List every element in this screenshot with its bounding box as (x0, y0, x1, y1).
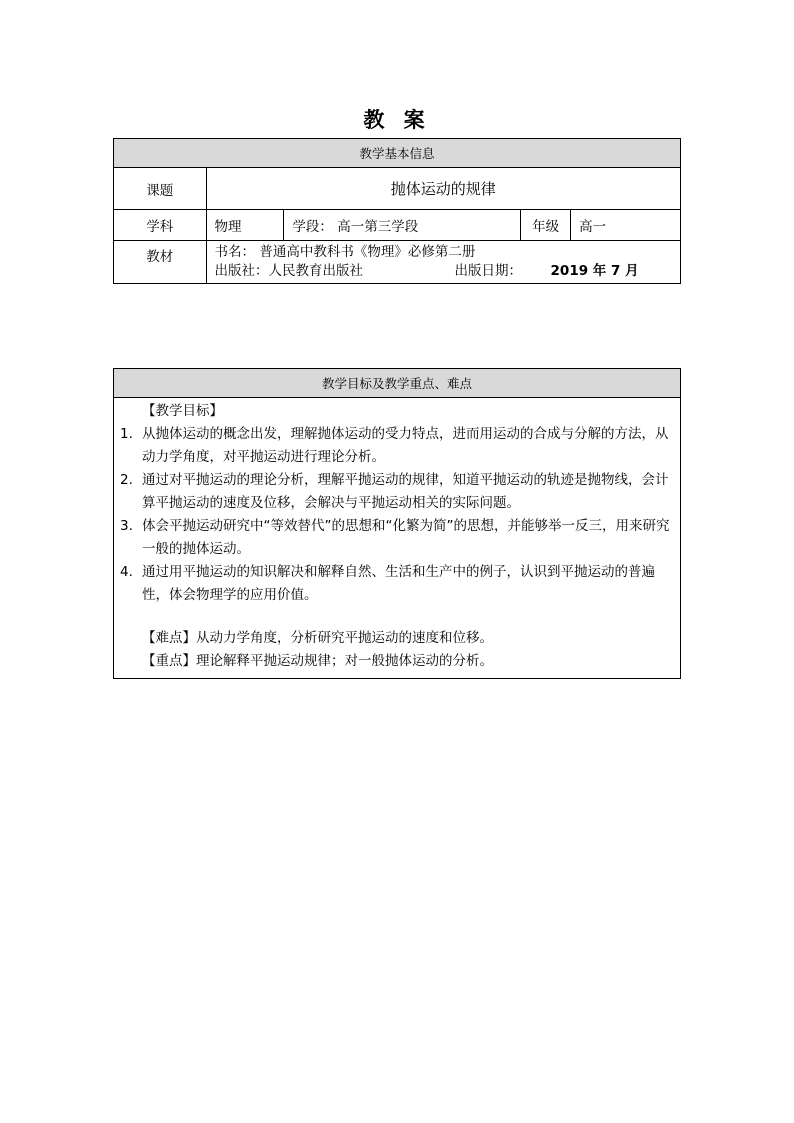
goal-num-4: 4. (120, 564, 133, 580)
goal-item-1 (114, 423, 680, 469)
date-value: 2019 年 7 月 (550, 263, 639, 279)
publisher-line (215, 262, 680, 281)
goal-text-4: 通过用平抛运动的知识解决和解释自然、生活和生产中的例子，认识到平抛运动的普遍性，体会物理学的应用价值。 (142, 564, 655, 603)
goal-item-4 (114, 561, 680, 607)
date-label: 出版日期： (454, 263, 523, 279)
basic-info-header: 教学基本信息 (114, 139, 681, 168)
goal-text-2: 通过对平抛运动的理论分析，理解平抛运动的规律，知道平抛运动的轨迹是抛物线，会计算平抛运动的速度及位移，会解决与平抛运动相关的实际问题。 (142, 472, 669, 511)
goals-heading: 【教学目标】 (142, 403, 223, 419)
textbook-label: 教材 (114, 241, 207, 284)
goals-table (113, 368, 681, 679)
goal-text-3: 体会平抛运动研究中“等效替代”的思想和“化繁为简”的思想，并能够举一反三，用来研究一般的抛体运动。 (142, 518, 670, 557)
goal-num-3: 3. (120, 518, 133, 534)
publisher-text: 出版社：人民教育出版社 (214, 263, 364, 279)
goal-text-1: 从抛体运动的概念出发，理解抛体运动的受力特点，进而用运动的合成与分解的方法，从动力学角度，对平抛运动进行理论分析。 (142, 426, 669, 465)
key-point-line: 【重点】理论解释平抛运动规律；对一般抛体运动的分析。 (142, 653, 493, 669)
book-line: 书名： 普通高中教科书《物理》必修第二册 (214, 244, 476, 260)
topic-label: 课题 (114, 168, 207, 210)
grade-label: 年级 (521, 210, 571, 241)
subject-value: 物理 (206, 210, 284, 241)
stage-text: 学段： 高一第三学段 (284, 210, 521, 241)
goals-header: 教学目标及教学重点、难点 (114, 369, 681, 398)
topic-value: 抛体运动的规律 (206, 168, 680, 210)
goals-cell (114, 398, 681, 679)
goal-item-2 (114, 469, 680, 515)
grade-value: 高一 (571, 210, 681, 241)
goal-num-1: 1. (120, 426, 133, 442)
textbook-info (206, 241, 680, 284)
doc-title: 教 案 (363, 108, 431, 132)
goal-item-3 (114, 515, 680, 561)
subject-label: 学科 (114, 210, 207, 241)
difficulty-line: 【难点】从动力学角度，分析研究平抛运动的速度和位移。 (142, 630, 493, 646)
goal-num-2: 2. (120, 472, 133, 488)
basic-info-table (113, 138, 681, 284)
